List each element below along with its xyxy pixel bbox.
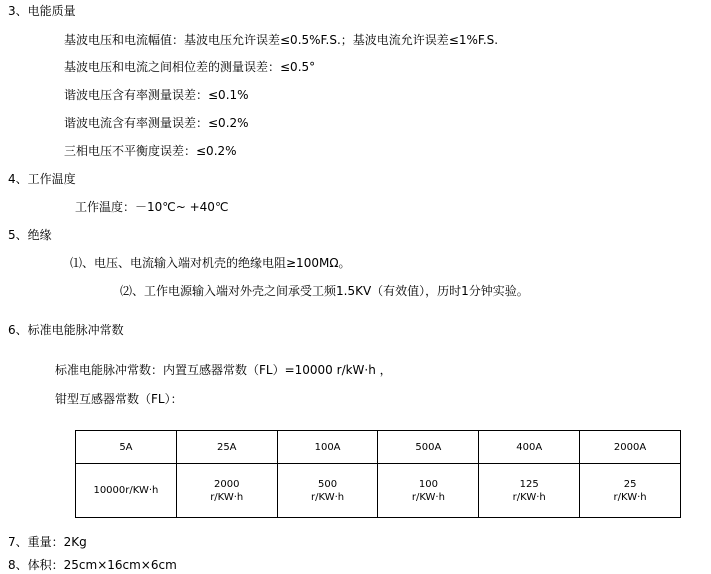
table-cell <box>580 464 681 518</box>
table-header-cell: 2000A <box>580 431 681 464</box>
section-6-heading: 6、标准电能脉冲常数 <box>8 323 124 337</box>
power-quality-item-5: 三相电压不平衡度误差：≤0.2% <box>64 144 237 158</box>
table-cell <box>277 464 378 518</box>
weight-line: 7、重量：2Kg <box>8 535 87 549</box>
table-header-cell: 25A <box>176 431 277 464</box>
insulation-item-1: ⑴、电压、电流输入端对机壳的绝缘电阻≥100MΩ。 <box>70 256 351 270</box>
section-4-heading: 4、工作温度 <box>8 172 76 186</box>
power-quality-item-2: 基波电压和电流之间相位差的测量误差：≤0.5° <box>64 60 316 74</box>
power-quality-item-1: 基波电压和电流幅值：基波电压允许误差≤0.5%F.S.；基波电流允许误差≤1%F.S. <box>64 33 499 47</box>
table-cell <box>176 464 277 518</box>
cell-unit: r/KW·h <box>613 491 647 503</box>
pulse-constant-line-2: 钳型互感器常数（FL）： <box>55 392 183 406</box>
table-header-cell: 400A <box>479 431 580 464</box>
table-header-cell: 5A <box>76 431 177 464</box>
insulation-item-2: ⑵、工作电源输入端对外壳之间承受工频1.5KV（有效值），历时1分钟实验。 <box>120 284 529 298</box>
section-5-heading: 5、绝缘 <box>8 228 52 242</box>
cell-value: 10000r/KW·h <box>93 485 159 496</box>
table-row <box>76 464 681 518</box>
table-header-cell: 100A <box>277 431 378 464</box>
table-cell <box>479 464 580 518</box>
cell-value: 2000 <box>214 478 240 490</box>
table-cell <box>378 464 479 518</box>
cell-value: 125 <box>519 478 539 490</box>
temperature-item: 工作温度：－10℃~ +40℃ <box>75 200 229 214</box>
clamp-constant-table <box>75 430 681 518</box>
cell-value: 25 <box>623 478 637 490</box>
cell-value: 100 <box>418 478 438 490</box>
volume-line: 8、体积：25cm×16cm×6cm <box>8 558 177 572</box>
table-header-cell: 500A <box>378 431 479 464</box>
power-quality-item-4: 谐波电流含有率测量误差：≤0.2% <box>64 116 249 130</box>
table-header-row <box>76 431 681 464</box>
section-3-heading: 3、电能质量 <box>8 4 76 18</box>
cell-unit: r/KW·h <box>311 491 345 503</box>
cell-unit: r/KW·h <box>210 491 244 503</box>
table-cell <box>76 464 177 518</box>
cell-unit: r/KW·h <box>411 491 445 503</box>
cell-value: 500 <box>318 478 338 490</box>
pulse-constant-line-1: 标准电能脉冲常数：内置互感器常数（FL）=10000 r/kW·h ， <box>55 363 392 377</box>
cell-unit: r/KW·h <box>512 491 546 503</box>
power-quality-item-3: 谐波电压含有率测量误差：≤0.1% <box>64 88 249 102</box>
